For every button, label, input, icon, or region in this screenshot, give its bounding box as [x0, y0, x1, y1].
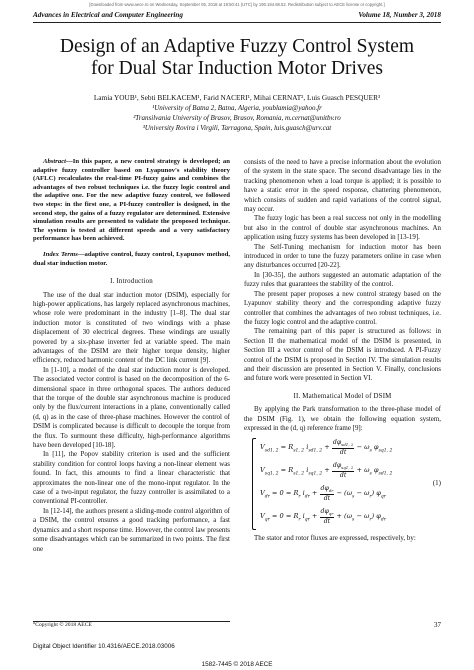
abstract-label: Abstract	[43, 158, 67, 165]
paragraph: In [12-14], the authors present a sliding-mode control algorithm of a DSIM, the control ensures a good tracking performance, a fast dynamics and a short response time. However, the control law presents some disadvantages which can be summarized in two points. The first one	[33, 506, 231, 553]
equation-symbol: = 0 = R	[269, 512, 299, 521]
equation-fraction	[332, 439, 355, 456]
equation-subscript: s1, 2	[293, 471, 305, 477]
equation-symbol: − ω	[354, 489, 370, 498]
download-notice: [Downloaded from www.aece.ro on Wednesday, September 05, 2018 at 19:50:41 (UTC) by 190.194.68.52. Redistribution subject to AECE license or copyright.]	[89, 2, 385, 7]
equation-subscript: r	[298, 494, 301, 500]
paper-title	[20, 36, 454, 80]
equation-operator: +	[322, 443, 332, 452]
equation-symbol: i	[304, 443, 309, 452]
fraction-numerator	[332, 439, 355, 449]
equation-subscript: s	[352, 517, 355, 523]
equation-symbol: − ω	[354, 443, 370, 452]
paragraph: The present paper proposes a new control strategy based on the Lyapunov stability theory and the corresponding adaptive fuzzy controller that combines the advantages of two robust techniques, i.e. the fuzzy logic control and the adaptive control.	[244, 289, 441, 326]
equation-subscript: s	[352, 494, 355, 500]
equation-fraction	[320, 508, 335, 525]
left-column	[33, 158, 230, 554]
fraction-numerator	[320, 508, 335, 518]
equation-subscript: s	[369, 471, 372, 477]
index-terms-label: Index Terms	[43, 250, 78, 258]
paragraph: By applying the Park transformation to the three-phase model of the DSIM (Fig. 1), we obtain the following equation system, expressed in the (d, q) reference frame [9]:	[244, 405, 441, 432]
equation-operator: +	[309, 512, 320, 521]
equation-symbol: dφ	[332, 438, 342, 446]
equation-symbol: − (ω	[334, 489, 352, 498]
equation-subscript: qr	[328, 510, 334, 516]
equation-subscript: qr	[264, 517, 270, 523]
equation-rows	[260, 436, 425, 528]
equation-subscript: r	[298, 517, 301, 523]
equation-operator: +	[322, 466, 332, 475]
index-terms	[33, 251, 230, 268]
equation-symbol: dφ	[320, 507, 329, 515]
equation-symbol: V	[260, 466, 265, 475]
equation-symbol: i	[300, 512, 305, 521]
equation-symbol: φ	[371, 466, 379, 475]
equation-subscript: r	[369, 494, 372, 500]
volume-info: Volume 18, Number 3, 2018	[358, 11, 441, 19]
equation-symbol: = R	[278, 466, 294, 475]
equation-symbol: − ω	[354, 512, 370, 521]
fraction-denominator: dt	[339, 448, 347, 456]
title-line-1: Design of an Adaptive Fuzzy Control System	[59, 36, 415, 57]
equation-subscript: sq1, 2	[264, 471, 279, 477]
equation-symbol: ) φ	[371, 489, 381, 498]
equation-subscript: qr	[304, 517, 310, 523]
equation-fraction	[320, 485, 335, 502]
equation-symbol: = R	[278, 443, 294, 452]
title-line-2: for Dual Star Induction Motor Drives	[91, 58, 383, 79]
equation-symbol: ) φ	[371, 512, 381, 521]
affiliation-1: ¹University of Batna 2, Batna, Algeria, youblamia@yahoo.fr	[152, 104, 322, 112]
equation-subscript: sd1, 2	[378, 471, 393, 477]
abstract	[33, 158, 230, 244]
equation-subscript: dr	[380, 517, 386, 523]
equation-symbol: V	[260, 512, 265, 521]
equation-subscript: sd1, 2	[308, 448, 323, 454]
paragraph: In [30-35], the authors suggested an automatic adaptation of the fuzzy rules that guarantees the stability of the control.	[244, 270, 441, 289]
equation-subscript: r	[369, 517, 372, 523]
fraction-denominator: dt	[323, 494, 331, 502]
paragraph: The remaining part of this paper is structured as follows: in Section II the mathematical model of the DSIM is presented, in Section III a vector control of the DSIM is introduced. A PI-Fuzzy control of the DSIM is proposed in Section IV. The simulation results and their discussion are presented in Section V. Finally, conclusions and future work were presented in Section VI.	[244, 327, 441, 383]
equation-subscript: s1, 2	[293, 448, 305, 454]
copyright-note: ⁰Copyright © 2018 AECE	[33, 622, 92, 628]
fraction-denominator: dt	[339, 471, 347, 479]
equation-subscript: sq1, 2	[308, 471, 323, 477]
abstract-text: —In this paper, a new control strategy is developed; an adaptive fuzzy controller based on Lyapunov's stability theory (AFLC) recalculates the real-time PI-fuzzy gains and combines the advantages of two robust techniques i.e. the fuzzy logic control and the adaptive one. For the new adaptive fuzzy control, we followed two steps: in the first one, a PI-fuzzy controller is designed, in the second step, the gains of a fuzzy regulator are determined. Extensive simulation results are presented to validate the proposed technique. The system is tested at different speeds and a very satisfactory performance has been achieved.	[33, 158, 230, 243]
paragraph: consists of the need to have a precise information about the evolution of the system in the state space. The second disadvantage lies in the tracking phenomenon when a load torque is applied; it is possible to have a static error in the speed response, chattering phenomenon, which consists of sudden and rapid variations of the control signal, may occur.	[244, 158, 441, 214]
page-number: 37	[434, 621, 441, 629]
equation-symbol: φ	[371, 443, 379, 452]
section-heading-model: II. Mathematical Model of DSIM	[293, 392, 392, 400]
paragraph: The Self-Tuning mechanism for induction motor has been introduced in order to tune the fuzzy parameters online in case when any disturbances occurred [20-22].	[244, 242, 441, 270]
equation-symbol: dφ	[332, 461, 342, 469]
equation-brace	[252, 438, 256, 530]
equation-subscript: sd1, 2	[341, 441, 354, 447]
affiliation-2: ²Transilvania University of Brasov, Brasov, Romania, m.cernat@unitbv.ro	[133, 114, 341, 122]
paragraph: In [1-10], a model of the dual star induction motor is developed. The associated vector control is based on the decomposition of the 6-dimensional space in three orthogonal spaces. The authors deduced that the torque of the double star asynchronous machine is produced only by the flux/current interactions in a plane, conventionally called (d, q) as in the case of three-phase machines. However the control of DSIM is complicated because is difficult to decouple the torque from the flux. To surmount these difficulty, high-performance algorithms have been developed [10-18].	[33, 365, 230, 450]
issn: 1582-7445 © 2018 AECE	[201, 661, 273, 668]
equation-row	[260, 505, 425, 528]
fraction-denominator: dt	[323, 517, 331, 525]
equation-subscript: sq1, 2	[341, 464, 354, 470]
equation-subscript: dr	[304, 494, 310, 500]
journal-name: Advances in Electrical and Computer Engineering	[33, 11, 183, 19]
paragraph: In [11], the Popov stability criterion is used and the sufficient stability condition for control loops having a non-linear element was found. In fact, this amounts to find a linear characteristic that approximates the non-linear one of the mono-input regulator. In the case of a two-input regulator, the fuzzy controller is assimilated to a conventional PI-controller.	[33, 450, 230, 506]
equation-subscript: sd1, 2	[264, 448, 279, 454]
fraction-numerator	[320, 485, 335, 495]
equation-number: (1)	[432, 479, 441, 488]
equation-block	[244, 436, 441, 532]
equation-subscript: dr	[328, 487, 334, 493]
affiliation-3: ³University Rovira i Virgili, Tarragona, Spain, luis.guasch@urv.cat	[142, 124, 332, 132]
section-heading-introduction: I. Introduction	[110, 278, 153, 286]
equation-row	[260, 482, 425, 505]
right-column	[244, 158, 441, 544]
equation-symbol: + (ω	[334, 512, 352, 521]
equation-symbol: + ω	[354, 466, 370, 475]
equation-operator: +	[309, 489, 320, 498]
equation-symbol: dφ	[320, 484, 329, 492]
paragraph: The use of the dual star induction motor (DSIM), especially for high-power applications, has largely replaced asynchronous machines, whose role were predominant in the industry [1–8]. The dual star induction motor is constituted of two windings with a phase displacement of 30 electrical degrees. These windings are usually powered by a six-phase inverter fed at variable speed. The main advantages of the DSIM are their higher torque density, higher efficiency, reduced harmonic content of the DC link current [9].	[33, 290, 230, 365]
equation-symbol: V	[260, 443, 265, 452]
equation-symbol: = 0 = R	[269, 489, 299, 498]
equation-fraction	[332, 462, 355, 479]
index-terms-text: —adaptive control, fuzzy control, Lyapunov method, dual star induction motor.	[33, 250, 230, 267]
header-rule	[33, 22, 441, 23]
paragraph: The stator and rotor fluxes are expressed, respectively, by:	[254, 534, 416, 543]
equation-symbol: i	[304, 466, 309, 475]
equation-subscript: sq1, 2	[378, 448, 393, 454]
equation-subscript: dr	[264, 494, 270, 500]
author-list: Lamia YOUB¹, Sebti BELKACEM¹, Farid NACERI¹, Mihai CERNAT², Luis Guasch PESQUER³	[93, 93, 381, 102]
equation-subscript: s	[369, 448, 372, 454]
equation-symbol: i	[300, 489, 305, 498]
paragraph: The fuzzy logic has been a real success not only in the modelling but also in the control of double star asynchronous machines. An application using fuzzy systems has been developed in [13-19].	[244, 214, 441, 242]
doi: Digital Object Identifier 10.4316/AECE.2018.03006	[33, 643, 175, 650]
equation-row	[260, 436, 425, 459]
equation-symbol: V	[260, 489, 265, 498]
equation-row	[260, 459, 425, 482]
equation-subscript: qr	[380, 494, 386, 500]
fraction-numerator	[332, 462, 355, 472]
